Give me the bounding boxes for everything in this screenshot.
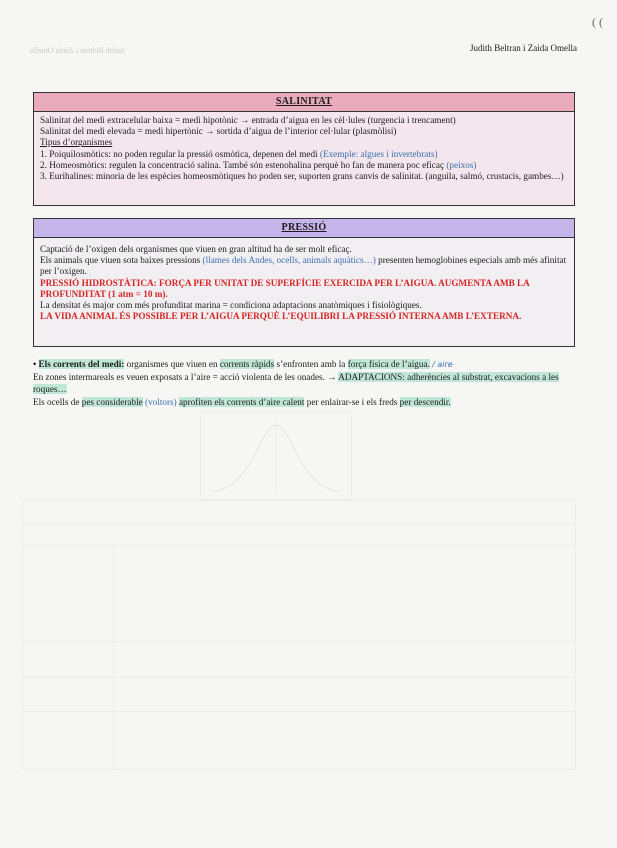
pressio-line-2a: Els animals que viuen sota baixes pressions	[40, 255, 201, 266]
salinitat-item-2-example: (peixos)	[446, 159, 477, 170]
pressio-line-3: La densitat és major com més profunditat marina = condiciona adaptacions anatòmiques i fisiològiques.	[40, 300, 422, 311]
corrents-section	[33, 358, 578, 408]
handwritten-annotation: / aire	[432, 360, 453, 369]
bleed-through-table-line	[23, 523, 575, 524]
corrents-line-1	[33, 358, 578, 371]
bleed-through-table-line	[23, 641, 575, 642]
corrents-p3f: per descendir.	[399, 396, 451, 407]
salinitat-box	[33, 92, 575, 206]
corrents-p1a: organismes que viuen en	[126, 359, 218, 369]
bleed-through-table-line	[23, 711, 575, 712]
corrents-p3b: pes considerable	[81, 396, 143, 407]
corrents-p1d: força física de l’aigua.	[347, 359, 430, 369]
page-header-authors: Judith Beltran i Zaida Omella	[470, 43, 577, 53]
corrents-lead: Els corrents del medi:	[38, 359, 125, 369]
bleed-through-figure	[200, 412, 352, 500]
page-edge-marks: ( (	[592, 15, 603, 29]
bleed-through-table	[22, 500, 576, 770]
salinitat-line-2: Salinitat del medi elevada = medi hipertònic → sortida d’aigua de l’interior cel·lular (plasmòlisi)	[40, 126, 397, 137]
salinitat-item-1-text: 1. Poiquilosmòtics: no poden regular la pressió osmòtica, depenen del medi	[40, 148, 318, 159]
bleed-through-table-divider	[113, 545, 114, 769]
salinitat-item-2	[40, 160, 568, 171]
corrents-p3c: aprofiten els corrents d’aire calent	[178, 396, 305, 407]
salinitat-item-1	[40, 149, 568, 160]
salinitat-title: SALINITAT	[34, 93, 574, 112]
corrents-p2a: En zones intermareals es veuen exposats a l’aire = acció violenta de les onades. →	[33, 372, 337, 383]
salinitat-line-1: Salinitat del medi extracelular baixa = medi hipotònic → entrada d’aigua en les cèl·lules (turgencia i trencament)	[40, 115, 456, 125]
pressio-vida-animal: LA VIDA ANIMAL ÉS POSSIBLE PER L’AIGUA PERQUÈ L’EQUILIBRI LA PRESSIÓ INTERNA AMB L’EXTERNA.	[40, 311, 522, 322]
corrents-bullet: •	[33, 359, 37, 369]
pressio-line-2b: presenten hemoglobines especials amb més afinitat per l’oxigen.	[40, 255, 567, 277]
salinitat-tipus-heading: Tipus d’organismes	[40, 137, 113, 148]
pressio-body	[34, 238, 574, 326]
pressio-line-1: Captació de l’oxigen dels organismes que viuen en gran altitud ha de ser molt eficaç.	[40, 244, 352, 254]
corrents-line-3	[33, 396, 578, 408]
pressio-box	[33, 218, 575, 347]
corrents-line-2	[33, 371, 578, 395]
pressio-title: PRESSIÓ	[34, 219, 574, 238]
corrents-p3e: i els freds	[361, 396, 398, 407]
pressio-line-2-example: (llames dels Andes, ocells, animals aquàtics…)	[202, 255, 376, 266]
pressio-line-2	[40, 255, 568, 277]
bleed-through-table-line	[23, 545, 575, 546]
bleed-through-table-line	[23, 677, 575, 678]
salinitat-item-2-text: 2. Homeosmòtics: regulen la concentració salina. També són estenohalina perquè ho fan de manera poc eficaç	[40, 159, 445, 170]
bleed-through-header: Judith Beltran i Zaida Omella	[30, 46, 126, 55]
corrents-p3-example: (voltors)	[145, 396, 177, 407]
bleed-through-curve	[201, 413, 351, 499]
corrents-p1b: corrents ràpids	[219, 359, 275, 369]
pressio-hidrostatica: PRESSIÓ HIDROSTÀTICA: FORÇA PER UNITAT DE SUPERFÍCIE EXERCIDA PER L’AIGUA. AUGMENTA AMB LA PROFUNDITAT (1 atm = 10 m).	[40, 277, 530, 299]
salinitat-item-1-example: (Exemple: algues i invertebrats)	[319, 148, 438, 159]
corrents-p1c: s’enfronten amb la	[276, 359, 346, 369]
salinitat-body	[34, 112, 574, 186]
corrents-p3d: per enlairar-se	[306, 396, 360, 407]
corrents-p2b: ADAPTACIONS: adherències al substrat, excavacions a les roques…	[33, 372, 559, 395]
salinitat-item-3: 3. Eurihalines: minoria de les espècies homeosmòtiques ho poden ser, suporten grans canvis de salinitat. (anguila, salmó, crustacis, gambes…)	[40, 171, 564, 182]
corrents-p3a: Els ocells de	[33, 396, 80, 407]
